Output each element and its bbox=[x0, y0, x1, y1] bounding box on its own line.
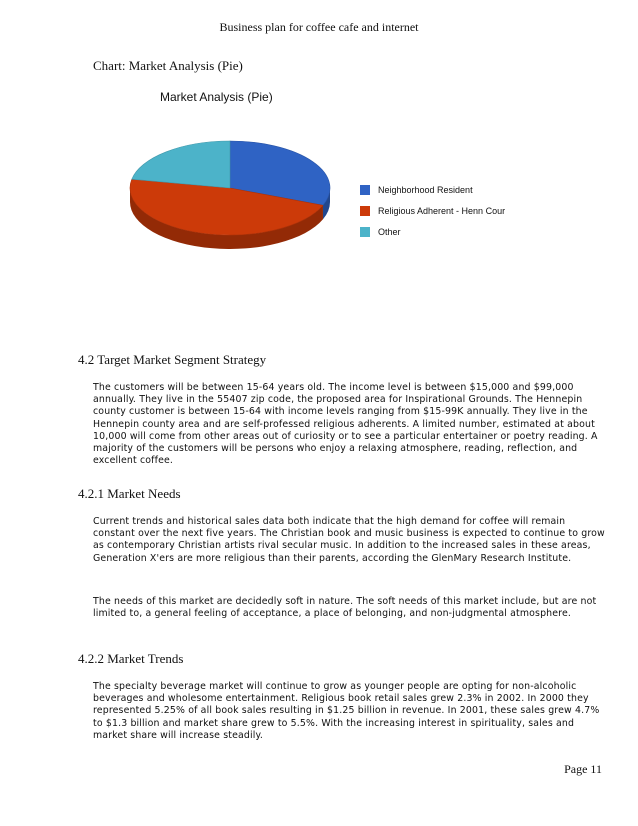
chart-legend bbox=[360, 184, 515, 247]
section-heading: 4.2.2 Market Trends bbox=[78, 651, 184, 666]
legend-label: Religious Adherent - Henn Cour bbox=[378, 206, 506, 216]
legend-label: Other bbox=[378, 227, 401, 237]
section-heading: 4.2 Target Market Segment Strategy bbox=[78, 352, 267, 367]
paragraph: The customers will be between 15-64 years old. The income level is between $15,000 and $99,000 annually. They live in the 55407 zip code, the proposed area for Inspirational Grounds. The Hennepin county customer is between 15-64 with income levels ranging from $15-99K annually. They live in the Hennepin county area and are self-professed religious adherents. A limited number, estimated at about 10,000 will come from other areas out of curiosity or to see a particular entertainer or poetry reading. A majority of the customers will be persons who enjoy a relaxing atmosphere, reading, reflection, and excellent coffee. bbox=[93, 382, 598, 467]
page-header: Business plan for coffee cafe and internet bbox=[219, 20, 419, 34]
page-number: Page 11 bbox=[564, 762, 602, 776]
legend-item bbox=[360, 184, 515, 196]
legend-swatch bbox=[360, 227, 370, 237]
legend-swatch bbox=[360, 185, 370, 195]
paragraph: The needs of this market are decidedly soft in nature. The soft needs of this market include, but are not limited to, a general feeling of acceptance, a place of belonging, and non-judgmental atmosphere. bbox=[93, 596, 597, 620]
section-heading: 4.2.1 Market Needs bbox=[78, 486, 181, 501]
paragraph: The specialty beverage market will continue to grow as younger people are opting for non-alcoholic beverages and wholesome entertainment. Religious book retail sales grew 2.3% in 2002. In 2000 they represented 5.25% of all book sales resulting in $1.25 billion in revenue. In 2001, these sales grew 4.7% to $1.3 billion and market share grew to 5.5%. With the increasing interest in spirituality, sales and market share will increase steadily. bbox=[93, 681, 600, 741]
chart-title: Market Analysis (Pie) bbox=[160, 90, 273, 104]
chart-caption: Chart: Market Analysis (Pie) bbox=[93, 58, 243, 73]
legend-label: Neighborhood Resident bbox=[378, 185, 473, 195]
legend-item bbox=[360, 226, 515, 238]
legend-item bbox=[360, 205, 515, 217]
pie-chart-svg bbox=[88, 80, 358, 340]
paragraph: Current trends and historical sales data both indicate that the high demand for coffee will remain constant over the next five years. The Christian book and music business is expected to continue to grow as contemporary Christian artists rival secular music. In addition to the increased sales in these areas, Generation X'ers are more religious than their parents, according the GlenMary Research Institute. bbox=[93, 516, 605, 564]
legend-swatch bbox=[360, 206, 370, 216]
pie-chart bbox=[88, 80, 558, 340]
